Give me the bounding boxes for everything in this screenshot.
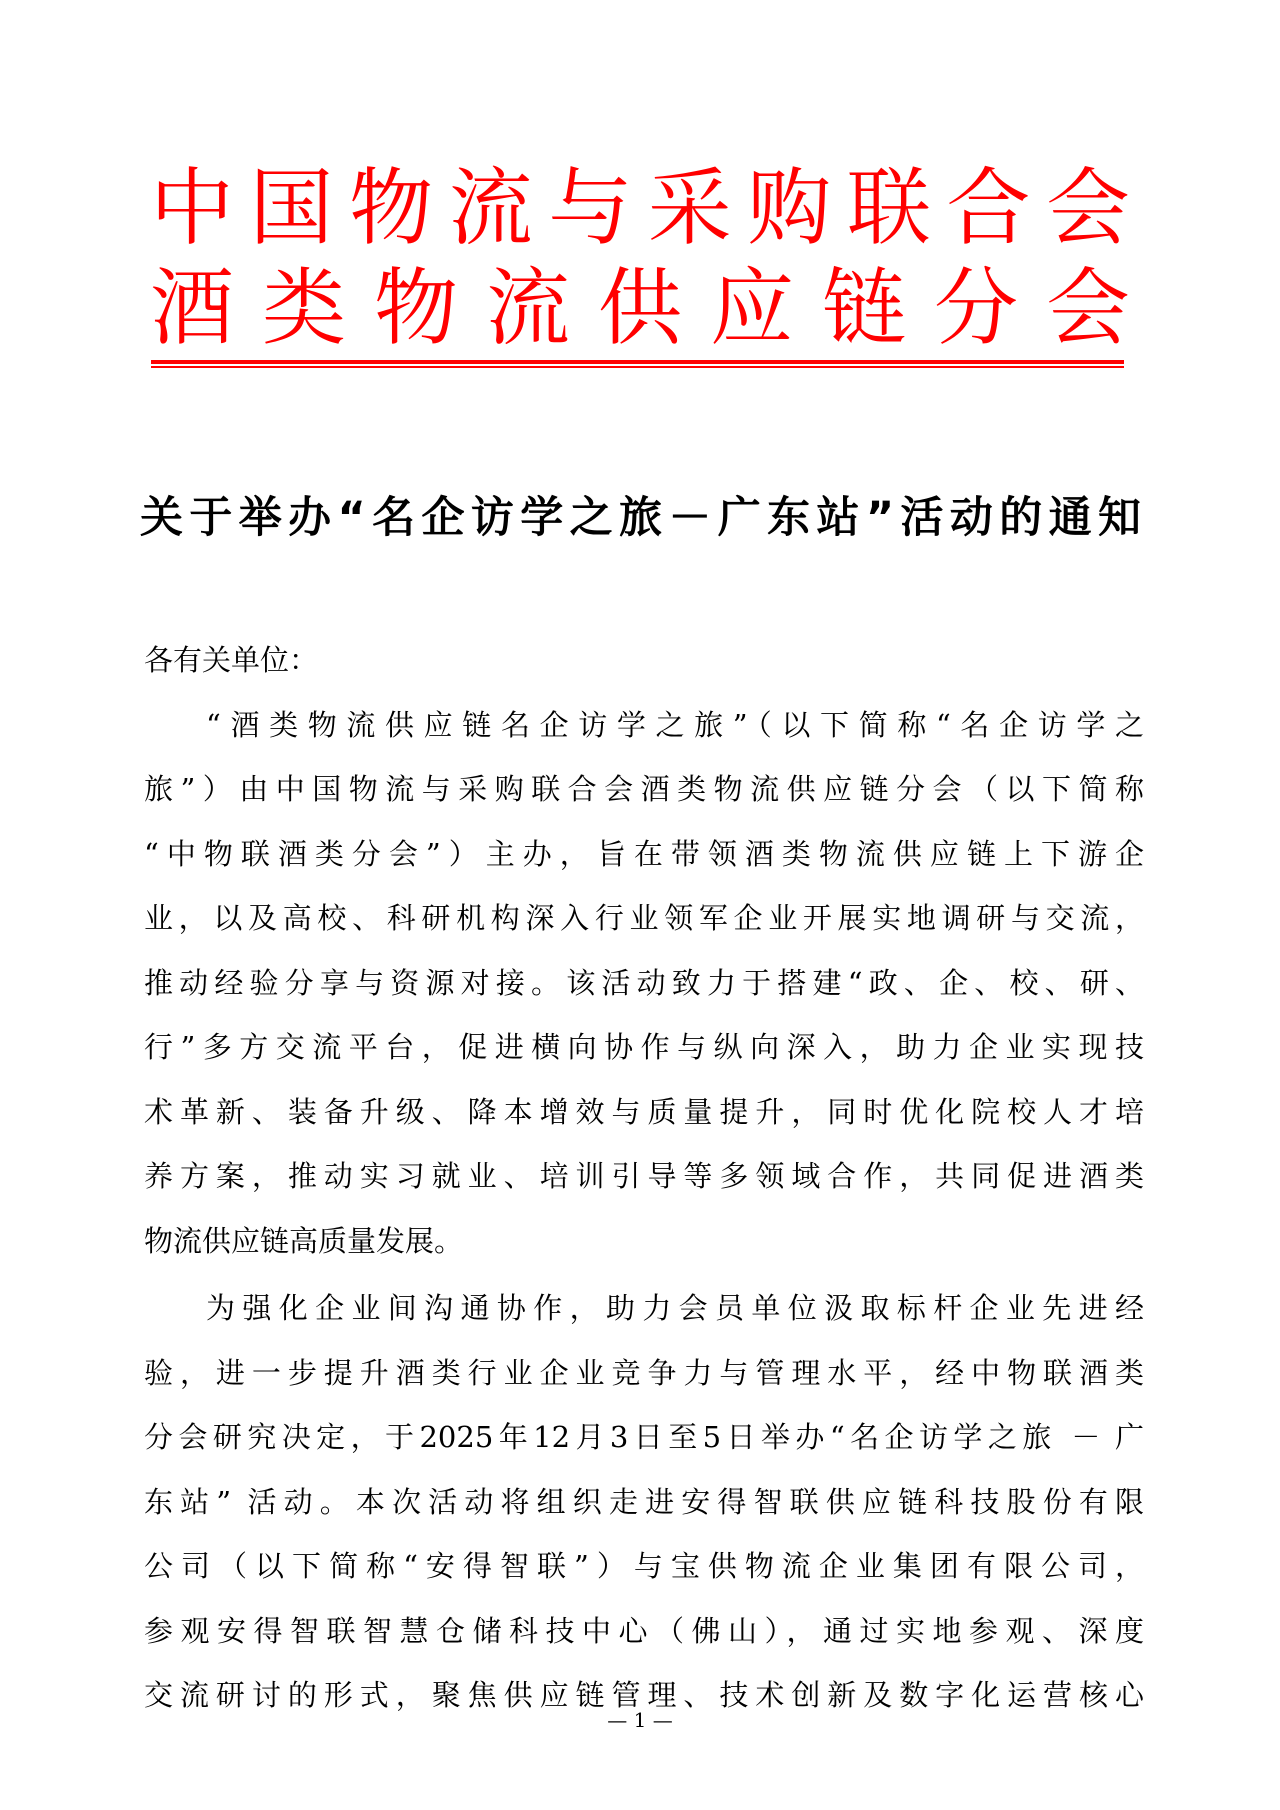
paragraph-line: 参观安得智联智慧仓储科技中心（佛山），通过实地参观、深度 [144,1613,1144,1648]
paragraph-line: 公司（以下简称“安得智联”）与宝供物流企业集团有限公司， [144,1549,1144,1583]
masthead-red-rule-thick [151,360,1124,364]
paragraph-line: 为强化企业间沟通协作，助力会员单位汲取标杆企业先进经 [206,1291,1144,1325]
masthead-branch-line: 酒类物流供应链分会 [150,259,1130,357]
masthead-red-rule-thin [151,366,1124,368]
paragraph-line: “中物联酒类分会”）主办，旨在带领酒类物流供应链上下游企 [144,836,1144,871]
paragraph-line: 物流供应链高质量发展。 [144,1223,464,1258]
paragraph-line: 业，以及高校、科研机构深入行业领军企业开展实地调研与交流， [144,901,1144,935]
paragraph-line: “酒类物流供应链名企访学之旅”（以下简称“名企访学之 [206,707,1144,742]
paragraph-line: 养方案，推动实习就业、培训引导等多领域合作，共同促进酒类 [144,1159,1144,1193]
paragraph-line: 验，进一步提升酒类行业企业竞争力与管理水平，经中物联酒类 [144,1355,1144,1390]
masthead-organization-line: 中国物流与采购联合会 [150,159,1130,257]
paragraph-line: 分会研究决定，于2025年12月3日至5日举办“名企访学之旅 － 广 [144,1420,1144,1454]
paragraph-line: 旅”）由中国物流与采购联合会酒类物流供应链分会（以下简称 [144,772,1144,806]
page-number: — 1 — [607,1708,673,1732]
paragraph-line: 交流研讨的形式，聚焦供应链管理、技术创新及数字化运营核心 [144,1678,1144,1712]
document-title: 关于举办“名企访学之旅－广东站”活动的通知 [140,493,1140,543]
paragraph-line: 东站” 活动。本次活动将组织走进安得智联供应链科技股份有限 [144,1484,1144,1519]
paragraph-2 [144,1276,1144,1728]
paragraph-1 [144,693,1144,1274]
paragraph-line: 术革新、装备升级、降本增效与质量提升，同时优化院校人才培 [144,1094,1144,1129]
paragraph-line: 行”多方交流平台，促进横向协作与纵向深入，助力企业实现技 [144,1030,1144,1064]
salutation: 各有关单位： [144,643,319,677]
document-body [144,628,1144,1728]
paragraph-line: 推动经验分享与资源对接。该活动致力于搭建“政、企、校、研、 [144,965,1144,1000]
